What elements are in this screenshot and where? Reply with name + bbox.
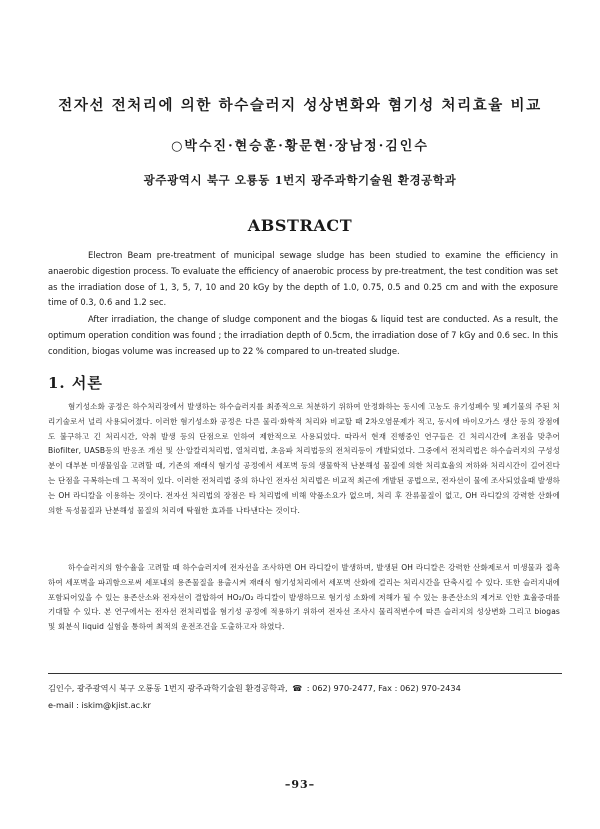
abstract-paragraph-2: After irradiation, the change of sludge component and the biogas & liquid test are conducted. As a result, the optimum operation condition was found ; the irradiation depth of 0.5cm, the irradiation dose of 7 kGy and 0.6 sec. In this condition, biogas volume was increased up to 22 % compared to un-treated sludge. (48, 314, 558, 356)
footnote-address: 김인수, 광주광역시 북구 오룡동 1번지 광주과학기술원 환경공학과, (48, 683, 288, 693)
footnote-phone-fax: : 062) 970-2477, Fax : 062) 970-2434 (306, 683, 461, 693)
abstract-paragraph-1: Electron Beam pre-treatment of municipal sewage sludge has been studied to examine the efficiency in anaerobic digestion process. To evaluate the efficiency of anaerobic process by pre-treatment, the test condition was set as the irradiation dose of 1, 3, 5, 7, 10 and 20 kGy by the depth of 1.0, 0.75, 0.5 and 0.25 cm and with the exposure time of 0.3, 0.6 and 1.2 sec. (48, 250, 558, 308)
telephone-icon: ☎ (292, 684, 303, 693)
footnote-email: e-mail : iskim@kjist.ac.kr (48, 700, 151, 710)
section-heading-introduction: 1. 서론 (48, 374, 103, 392)
footnote-divider (48, 673, 562, 674)
page-number: –93– (284, 778, 316, 791)
paper-title: 전자선 전처리에 의한 하수슬러지 성상변화와 혐기성 처리효율 비교 (58, 97, 542, 114)
footnote-contact (48, 680, 568, 697)
abstract-heading: ABSTRACT (247, 216, 353, 235)
affiliation: 광주광역시 북구 오룡동 1번지 광주과학기술원 환경공학과 (143, 173, 457, 187)
introduction-paragraph-1: 혐기성소화 공정은 하수처리장에서 발생하는 하수슬러지를 최종적으로 처분하기 위하여 안정화하는 동시에 고농도 유기성폐수 및 폐기물의 주된 처리기술로서 널리 사용되어졌다. 이러한 혐기성소화 공정은 다른 물리·화학적 처리와 비교할 때 2차오염문제가 적고, 동시에 바이오가스 생산 등의 장점에도 불구하고 긴 처리시간, 악취 발생 등의 단점으로 인하여 제한적으로 사용되었다. 따라서 현재 진행중인 연구들은 긴 처리시간에 초점을 맞추어 Biofilter, UASB등의 반응조 개선 및 산·알칼리처리법, 열처리법, 초음파 처리법등의 전처리등이 개발되었다. 그중에서 전처리법은 하수슬러지의 구성성분이 대부분 미생물임을 고려할 때, 기존의 재래식 혐기성 공정에서 세포벽 등의 생물학적 난분해성 물질에 의한 처리효율의 저하와 처리시간이 길어진다는 단점을 극복하는데 그 목적이 있다. 이러한 전처리법 중의 하나인 전자선 처리법은 비교적 최근에 개발된 공법으로, 전자선이 물에 조사되었을때 발생하는 OH 라디칼을 이용하는 것이다. 전자선 처리법의 장점은 타 처리법에 비해 약품소요가 없으며, 처리 후 잔류물질이 없고, OH 라디칼의 강력한 산화에 의한 독성물질과 난분해성 물질의 처리에 탁월한 효과를 나타낸다는 것이다. (48, 402, 560, 515)
author-list: ○박수진·현승훈·황문현·장남정·김인수 (171, 139, 429, 154)
introduction-paragraph-2: 하수슬러지의 함수율을 고려할 때 하수슬러지에 전자선을 조사하면 OH 라디칼이 발생하며, 발생된 OH 라디칼은 강력한 산화제로서 미생물과 접촉하여 세포벽을 파괴함으로써 세포내의 용존물질을 용출시켜 재래식 혐기성처리에서 세포벽 산화에 걸리는 처리시간을 단축시킬 수 있다. 또한 슬러지내에 포함되어있을 수 있는 용존산소와 전자선이 결합하여 HO₂/O₂ 라디칼이 발생하므로 혐기성 소화에 저해가 될 수 있는 용존산소의 제거로 인한 효율증대를 기대할 수 있다. 본 연구에서는 전자선 전처리법을 혐기성 공정에 적용하기 위하여 전자선 조사시 물리적변수에 따른 슬러지의 성상변화 그리고 biogas 및 회분식 liquid 실험을 통하여 최적의 운전조건을 도출하고자 하였다. (48, 563, 560, 632)
